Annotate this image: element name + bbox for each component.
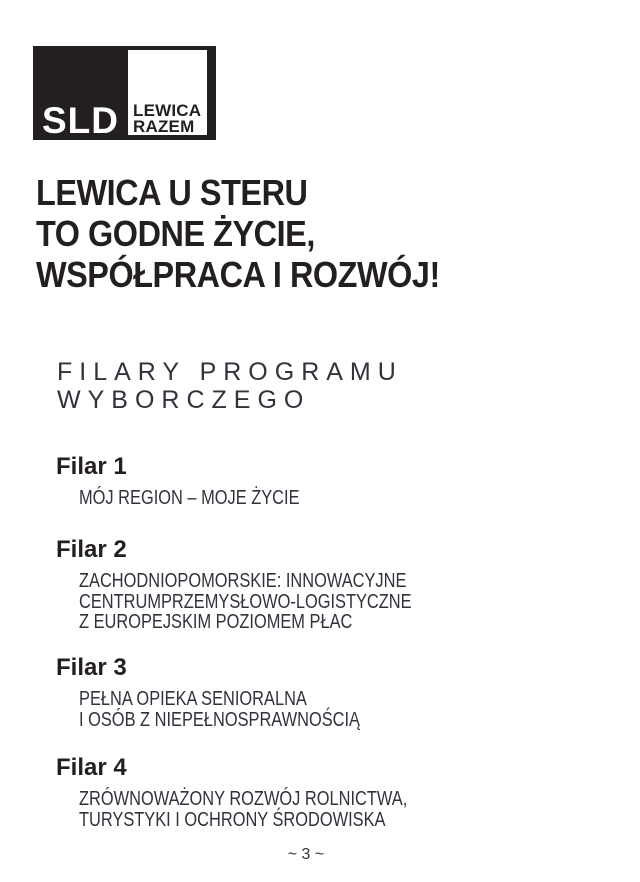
pillar-2-line-1: ZACHODNIOPOMORSKIE: INNOWACYJNE bbox=[79, 570, 407, 592]
main-heading-line-1: LEWICA U STERU bbox=[36, 172, 308, 213]
pillar-4-title: Filar 4 bbox=[56, 754, 127, 781]
section-title bbox=[57, 359, 403, 414]
section-title-line-2: WYBORCZEGO bbox=[57, 385, 311, 414]
pillar-2-line-3: Z EUROPEJSKIM POZIOMEM PŁAC bbox=[79, 611, 353, 633]
pillar-1-description bbox=[79, 488, 348, 509]
logo-razem-text: RAZEM bbox=[133, 117, 195, 136]
logo-lewica-razem-text bbox=[133, 103, 201, 135]
pillar-2-line-2: CENTRUMPRZEMYSŁOWO-LOGISTYCZNE bbox=[79, 590, 412, 613]
pillar-4-line-2: TURYSTYKI I OCHRONY ŚRODOWISKA bbox=[79, 808, 386, 831]
pillar-2-description bbox=[79, 571, 485, 633]
main-heading bbox=[36, 172, 440, 295]
page-number: ~ 3 ~ bbox=[287, 846, 325, 863]
main-heading-line-3: WSPÓŁPRACA I ROZWÓJ! bbox=[36, 254, 440, 295]
main-heading-line-2: TO GODNE ŻYCIE, bbox=[36, 213, 315, 254]
section-title-line-1: FILARY PROGRAMU bbox=[57, 358, 403, 386]
pillar-1-line-1: MÓJ REGION – MOJE ŻYCIE bbox=[79, 487, 300, 509]
pillar-1-title: Filar 1 bbox=[56, 453, 127, 480]
pillar-2-title: Filar 2 bbox=[56, 536, 127, 563]
pillar-4-line-1: ZRÓWNOWAŻONY ROZWÓJ ROLNICTWA, bbox=[79, 788, 408, 810]
pillar-block-2 bbox=[56, 537, 485, 633]
pillar-3-line-1: PEŁNA OPIEKA SENIORALNA bbox=[79, 688, 307, 710]
pillar-block-1 bbox=[56, 454, 348, 509]
logo-inner-box bbox=[128, 50, 207, 135]
pillar-block-4 bbox=[56, 755, 479, 830]
pillar-block-3 bbox=[56, 655, 422, 730]
pillar-3-line-2: I OSÓB Z NIEPEŁNOSPRAWNOŚCIĄ bbox=[79, 708, 360, 731]
pillar-4-description bbox=[79, 789, 479, 830]
logo-sld-text: SLD bbox=[42, 100, 119, 141]
pillar-3-description bbox=[79, 689, 422, 730]
pillar-3-title: Filar 3 bbox=[56, 654, 127, 681]
logo-lewica-text: LEWICA bbox=[133, 101, 202, 120]
sld-lewica-razem-logo bbox=[33, 46, 216, 140]
